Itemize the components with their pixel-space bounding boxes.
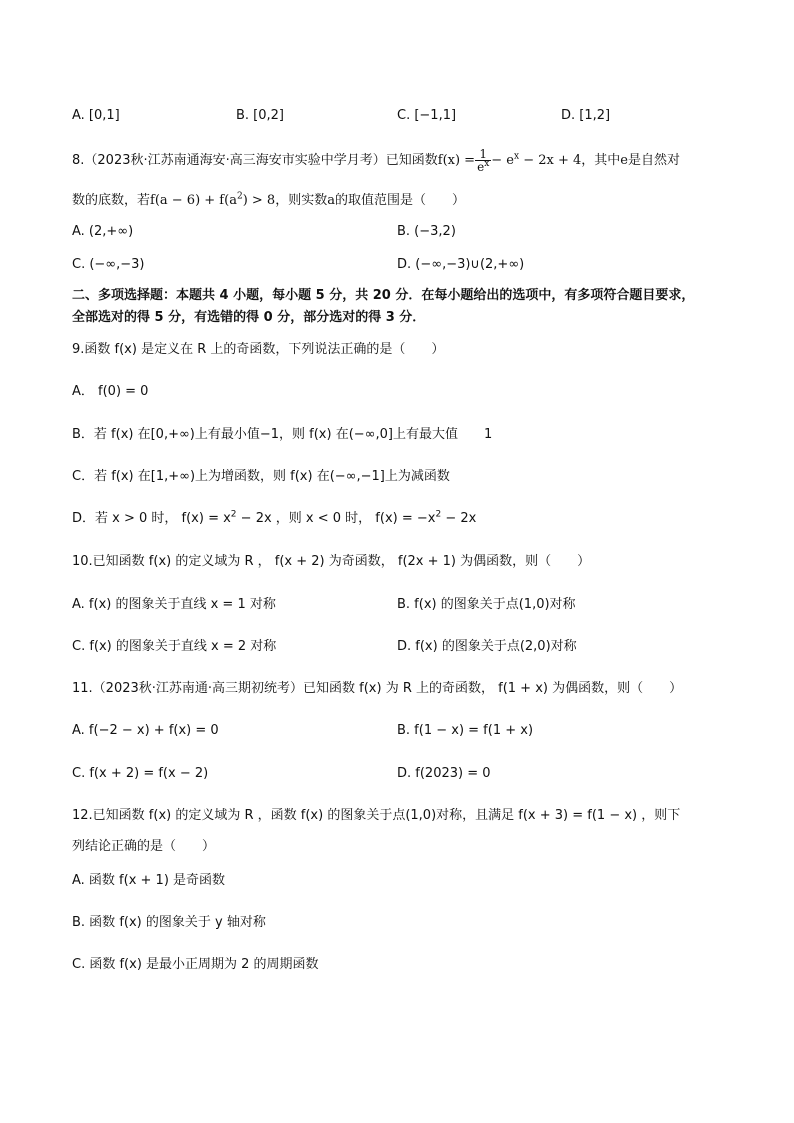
q12-option-b: B. 函数 f(x) 的图象关于 y 轴对称	[72, 915, 266, 930]
q9-option-d-b: − 2x ，则 x < 0 时， f(x) = −x	[236, 511, 436, 526]
q8-line2-then: ，则实数	[275, 193, 328, 208]
q8-option-d: D. (−∞,−3)∪(2,+∞)	[397, 257, 525, 272]
q9-option-d-exp2: 2	[435, 509, 442, 520]
q10-option-d: D. f(x) 的图象关于点(2,0)对称	[397, 639, 577, 654]
q8-function-left: f(x) =	[437, 153, 476, 168]
q8-line2-range: 的取值范围是（ ）	[334, 193, 465, 208]
q7-option-d: D. [1,2]	[561, 108, 611, 123]
q12-option-c: C. 函数 f(x) 是最小正周期为 2 的周期函数	[72, 957, 319, 972]
q8-fraction-numerator: 1	[479, 147, 487, 161]
q9-option-d-exp1: 2	[230, 509, 237, 520]
q8-function-right	[491, 153, 581, 168]
q7-option-c: C. [−1,1]	[397, 108, 457, 123]
q8-condition	[150, 193, 275, 208]
q11-option-d: D. f(2023) = 0	[397, 766, 491, 781]
q8-function-right-exp: x	[513, 151, 520, 162]
q8-option-b: B. (−3,2)	[397, 224, 456, 239]
q9-option-b: B．若 f(x) 在[0,+∞)上有最小值−1，则 f(x) 在(−∞,0]上有最大值 1	[72, 427, 493, 442]
q12-stem-line1: 12.已知函数 f(x) 的定义域为 R ，函数 f(x) 的图象关于点(1,0)对称，且满足 f(x + 3) = f(1 − x) ，则下	[72, 808, 681, 823]
q8-stem-natural: 是自然对	[627, 153, 680, 168]
q12-option-a: A. 函数 f(x + 1) 是奇函数	[72, 873, 226, 888]
q8-option-c: C. (−∞,−3)	[72, 257, 145, 272]
q8-stem-line2	[72, 192, 465, 210]
q8-fraction-den-base: e	[477, 160, 485, 174]
q8-stem-where: ，其中	[581, 153, 621, 168]
q8-e-symbol: e	[620, 153, 628, 168]
q8-fraction-denominator	[475, 160, 491, 173]
q7-option-a: A. [0,1]	[72, 108, 120, 123]
q7-option-b: B. [0,2]	[236, 108, 285, 123]
q11-stem: 11.（2023秋·江苏南通·高三期初统考）已知函数 f(x) 为 R 上的奇函数， f(1 + x) 为偶函数，则（ ）	[72, 681, 683, 696]
q8-a-symbol: a	[327, 193, 335, 208]
q8-fraction	[475, 148, 491, 173]
q8-function-right-b: − 2x + 4	[523, 153, 582, 168]
q8-stem-line1	[72, 148, 680, 173]
q8-option-a: A. (2,+∞)	[72, 224, 134, 239]
q9-stem: 9.函数 f(x) 是定义在 R 上的奇函数，下列说法正确的是（ ）	[72, 342, 445, 357]
q9-option-d-c: − 2x	[441, 511, 477, 526]
q9-option-c: C．若 f(x) 在[1,+∞)上为增函数，则 f(x) 在(−∞,−1]上为减函数	[72, 469, 450, 484]
q11-option-b: B. f(1 − x) = f(1 + x)	[397, 723, 534, 738]
section2-heading-line1: 二、多项选择题：本题共 4 小题，每小题 5 分，共 20 分．在每小题给出的选项中，有多项符合题目要求，	[72, 288, 695, 303]
q10-option-a: A. f(x) 的图象关于直线 x = 1 对称	[72, 597, 276, 612]
q8-condition-a: f(a − 6) + f(a	[150, 193, 237, 208]
q8-condition-b: ) > 8	[242, 193, 276, 208]
q10-stem: 10.已知函数 f(x) 的定义域为 R ， f(x + 2) 为奇函数， f(2x + 1) 为偶函数，则（ ）	[72, 554, 591, 569]
q8-function-right-a: − e	[491, 153, 514, 168]
q11-option-a: A. f(−2 − x) + f(x) = 0	[72, 723, 219, 738]
q8-condition-exp: 2	[236, 191, 243, 202]
q11-option-c: C. f(x + 2) = f(x − 2)	[72, 766, 209, 781]
q8-fraction-den-exp: x	[484, 159, 490, 169]
q9-option-d-a: D．若 x > 0 时， f(x) = x	[72, 511, 231, 526]
q9-option-a: A． f(0) = 0	[72, 384, 149, 399]
q10-option-b: B. f(x) 的图象关于点(1,0)对称	[397, 597, 576, 612]
q8-stem-text: 8.（2023秋·江苏南通海安·高三海安市实验中学月考）已知函数	[72, 153, 438, 168]
q8-line2-text: 数的底数，若	[72, 193, 151, 208]
q10-option-c: C. f(x) 的图象关于直线 x = 2 对称	[72, 639, 277, 654]
section2-heading-line2: 全部选对的得 5 分，有选错的得 0 分，部分选对的得 3 分．	[72, 310, 426, 325]
q9-option-d	[72, 510, 476, 528]
q12-stem-line2: 列结论正确的是（ ）	[72, 839, 216, 854]
